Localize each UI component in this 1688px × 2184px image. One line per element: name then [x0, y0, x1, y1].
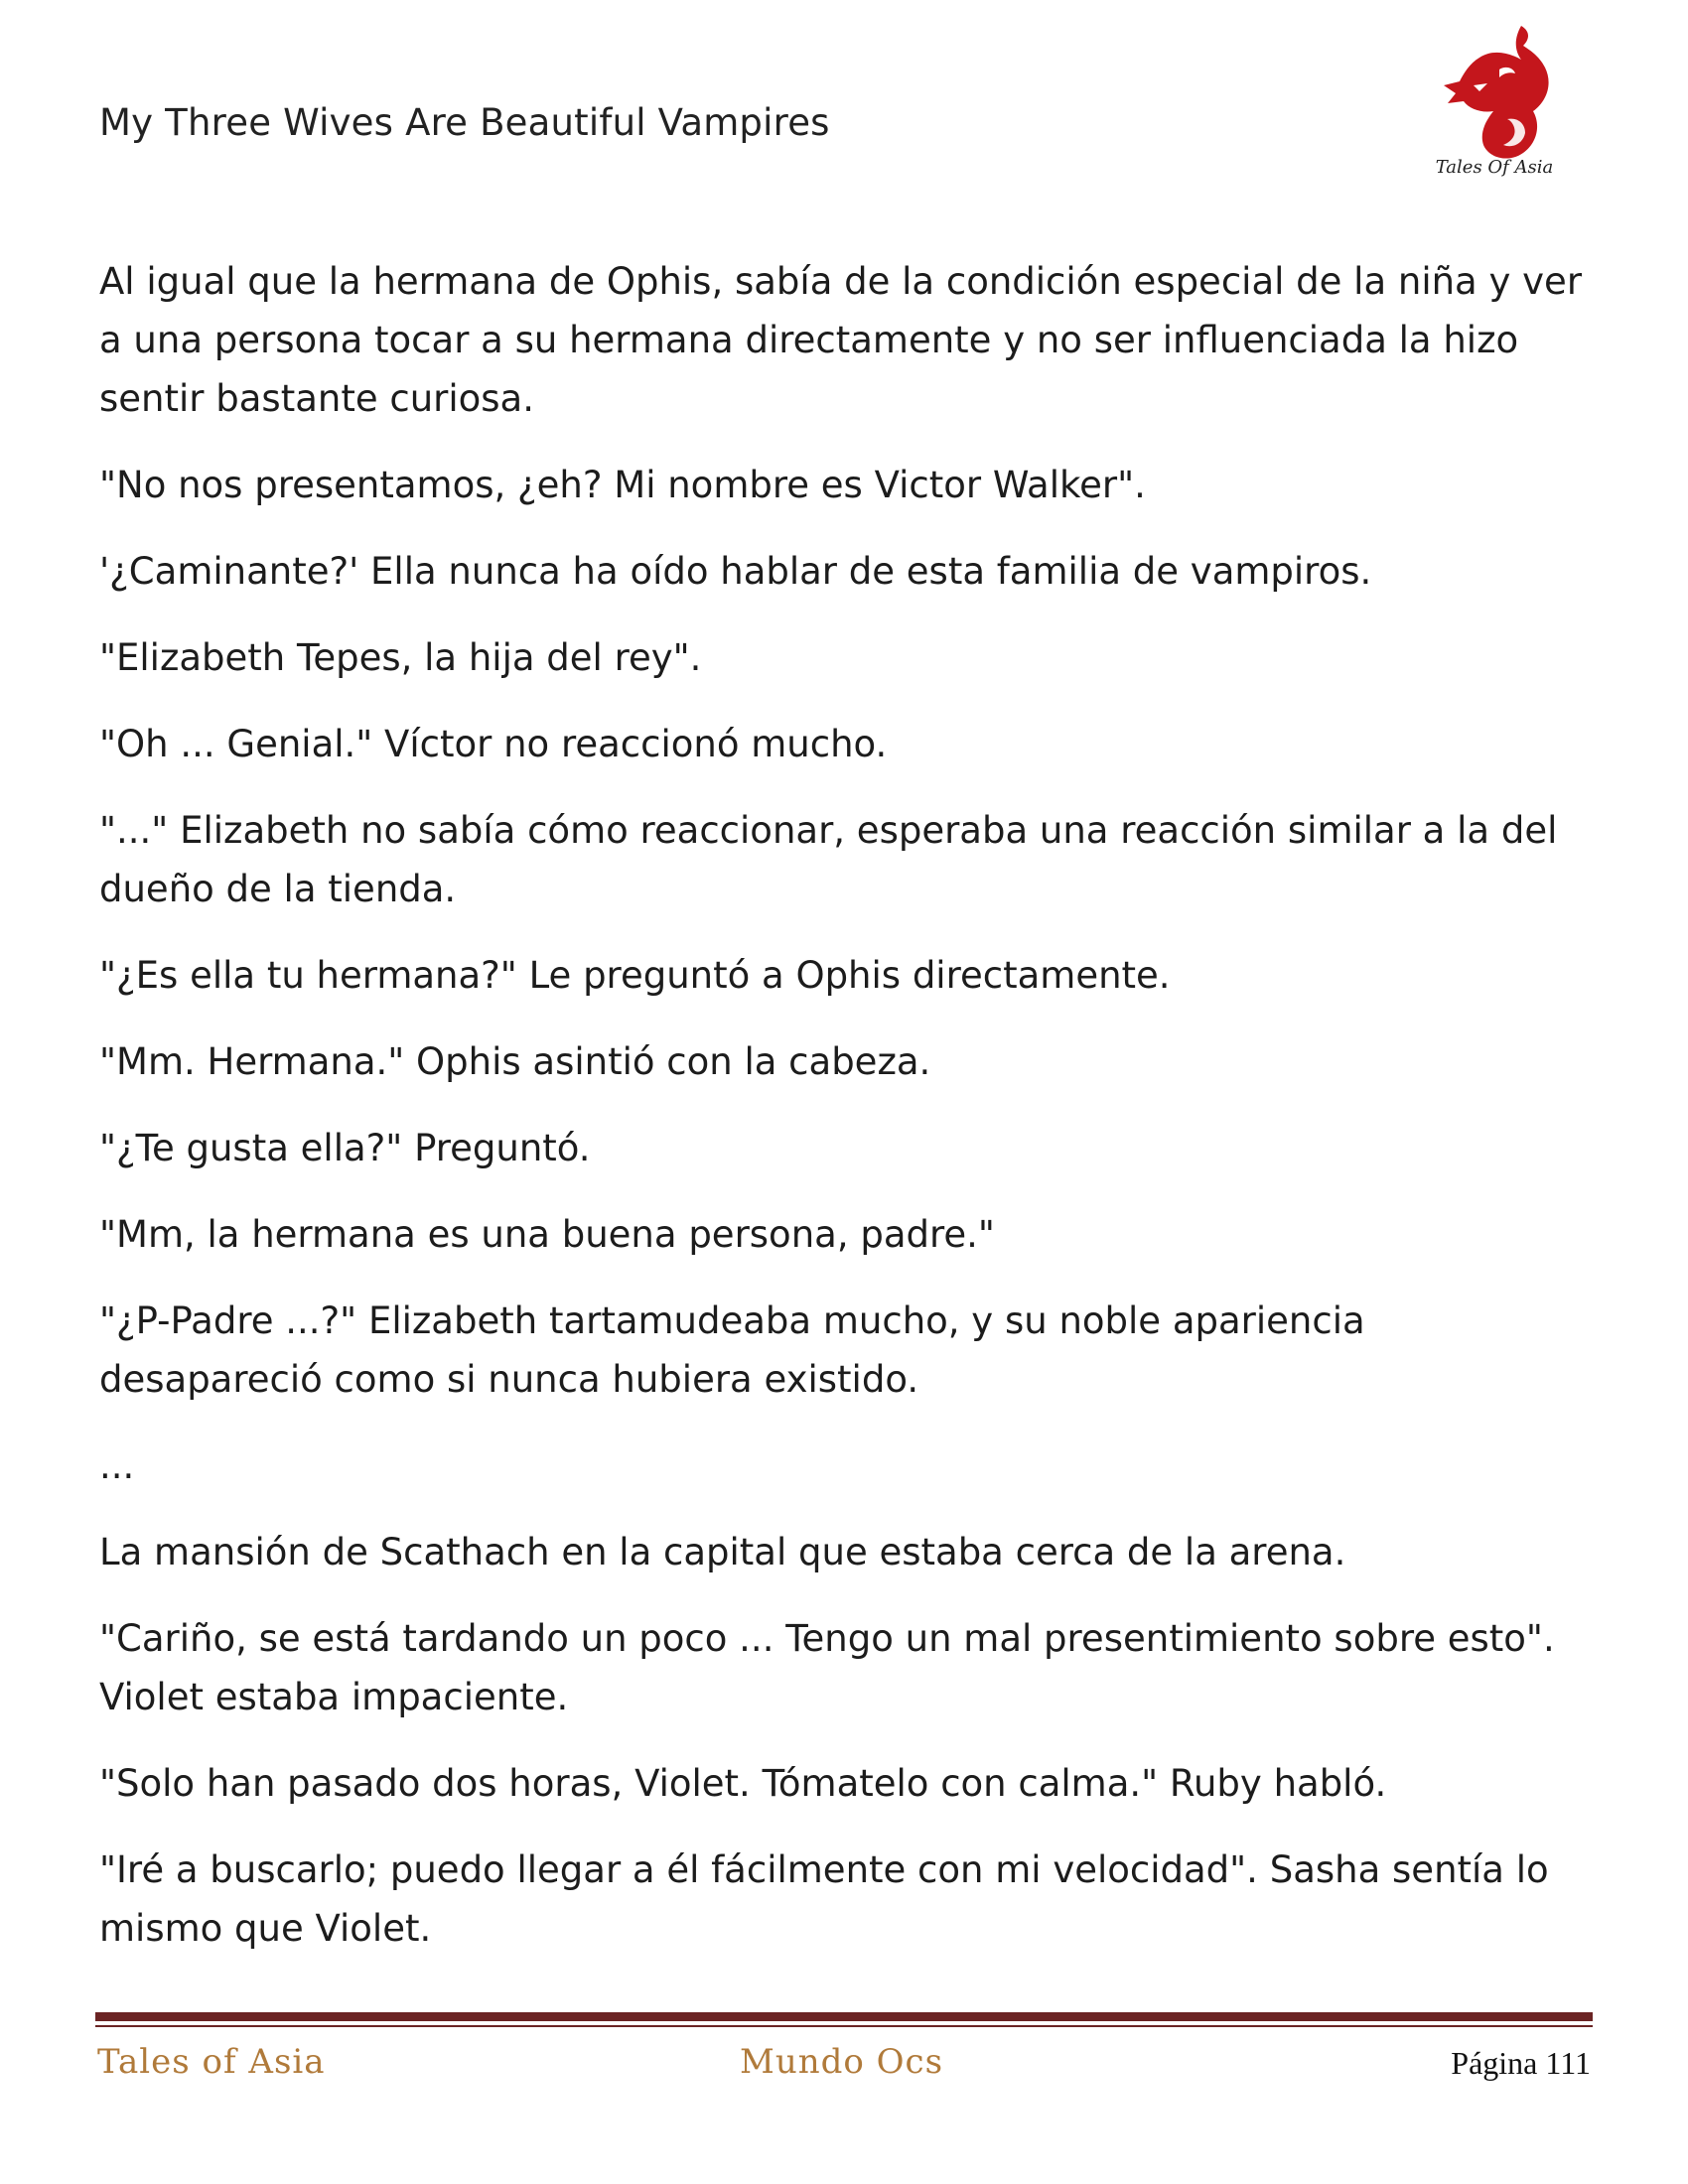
paragraph: "¿P-Padre ...?" Elizabeth tartamudeaba mucho, y su noble apariencia desapareció como si nunca hubiera existido. — [99, 1299, 1365, 1401]
svg-text:Tales Of Asia: Tales Of Asia — [1435, 157, 1554, 178]
paragraph: "Mm. Hermana." Ophis asintió con la cabeza. — [99, 1040, 931, 1083]
paragraph: "Elizabeth Tepes, la hija del rey". — [99, 636, 702, 679]
paragraph: "¿Es ella tu hermana?" Le preguntó a Ophis directamente. — [99, 954, 1171, 997]
paragraph: "¿Te gusta ella?" Preguntó. — [99, 1127, 591, 1169]
paragraph: '¿Caminante?' Ella nunca ha oído hablar de esta familia de vampiros. — [99, 550, 1372, 593]
document-title: My Three Wives Are Beautiful Vampires — [99, 101, 830, 144]
paragraph: La mansión de Scathach en la capital que estaba cerca de la arena. — [99, 1531, 1346, 1573]
paragraph: "Oh ... Genial." Víctor no reaccionó mucho. — [99, 723, 888, 765]
paragraph: "Solo han pasado dos horas, Violet. Tómatelo con calma." Ruby habló. — [99, 1762, 1387, 1805]
paragraph: "No nos presentamos, ¿eh? Mi nombre es Victor Walker". — [99, 464, 1146, 506]
scene-break: ... — [99, 1444, 135, 1487]
paragraph: "Iré a buscarlo; puedo llegar a él fácilmente con mi velocidad". Sasha sentía lo mismo que Violet. — [99, 1848, 1549, 1950]
paragraph: "..." Elizabeth no sabía cómo reaccionar, esperaba una reacción similar a la del dueño de la tienda. — [99, 809, 1558, 910]
paragraph: "Mm, la hermana es una buena persona, padre." — [99, 1213, 995, 1256]
tales-of-asia-dragon-logo — [1430, 22, 1559, 181]
footer-publisher: Tales of Asia — [97, 2042, 326, 2082]
footer-site: Mundo Ocs — [740, 2042, 944, 2082]
page-number: Página 111 — [1451, 2045, 1591, 2081]
paragraph: "Cariño, se está tardando un poco ... Tengo un mal presentimiento sobre esto". Violet estaba impaciente. — [99, 1617, 1555, 1718]
footer-divider-thin — [95, 2025, 1593, 2027]
document-body — [99, 252, 1589, 1985]
footer-divider — [95, 2012, 1593, 2021]
paragraph: Al igual que la hermana de Ophis, sabía de la condición especial de la niña y ver a una persona tocar a su hermana directamente y no ser influenciada la hizo sentir bastante curiosa. — [99, 260, 1583, 420]
